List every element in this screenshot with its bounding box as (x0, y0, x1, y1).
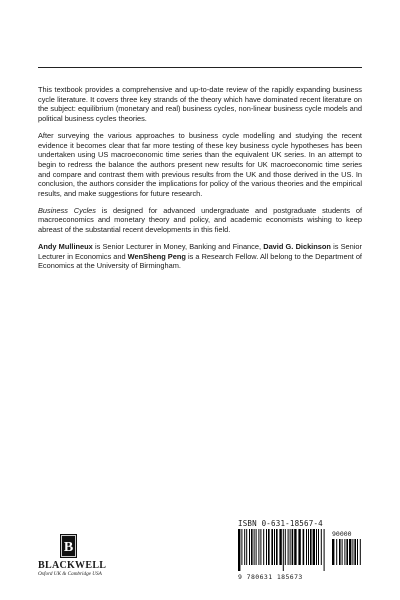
publisher-logo (38, 534, 107, 578)
author-name-3: WenSheng Peng (127, 251, 186, 261)
barcode-bar (344, 539, 345, 565)
monogram-letter: B (63, 540, 73, 555)
barcode-bar (276, 529, 278, 565)
barcode-bar (308, 529, 309, 565)
barcode-bar (352, 539, 353, 565)
barcode-bar (279, 529, 281, 565)
barcode-bar (360, 539, 361, 565)
barcode-bar (290, 529, 291, 565)
barcode-bar (313, 529, 315, 565)
barcode-bar (274, 529, 275, 565)
blurb-paragraph-2: After surveying the various approaches to business cycle modelling and studying the recent evidence it becomes clear that far more testing of these key business cycle hypotheses has been undertaken using US macroeconomic time series than the equivalent UK series. In an attempt to begin to redress the balance the authors present new results for UK macroeconomic time series and compare and contrast them with previous results from the UK and those derived in the US. In conclusion, the authors consider the implications for policy of the various theories and the empirical results, and make suggestions for future research. (38, 130, 362, 199)
barcode-bar (254, 529, 255, 565)
barcode-bar (266, 529, 267, 565)
author-role-3: is a Research Fellow. All belong to the Department of Economics at the University of Birmingham. (38, 251, 362, 271)
barcode-number: 9 780631 185673 (238, 573, 303, 581)
author-role-1: is Senior Lecturer in Money, Banking and Finance, (92, 241, 264, 251)
barcode-bar (288, 529, 289, 565)
barcode-bar (249, 529, 250, 565)
barcode-bar (318, 529, 319, 565)
barcode-bar (292, 529, 294, 565)
barcode-bar (263, 529, 264, 565)
barcode-bar (306, 529, 307, 565)
author-role-2: is Senior Lecturer in Economics and (38, 241, 362, 261)
barcode-bar (349, 539, 351, 565)
isbn-barcode-block (238, 519, 366, 581)
author-name-2: David G. Dickinson (263, 241, 331, 251)
author-bios (38, 242, 362, 271)
barcode-bar (251, 529, 253, 565)
blurb-paragraph-3-text: is designed for advanced undergraduate and postgraduate students of macroeconomics and monetary theory and policy, and academic economists wishing to keep abreast of the substantial recent developments in this field. (38, 205, 362, 235)
top-divider (38, 67, 362, 68)
ean13-barcode (238, 529, 328, 571)
author-name-1: Andy Mullineux (38, 241, 93, 251)
blurb (38, 85, 362, 278)
barcode-bar (256, 529, 257, 565)
barcode-bar (332, 539, 334, 565)
barcode-bar (258, 529, 259, 565)
barcode-bar (238, 529, 240, 571)
publisher-name: BLACKWELL (38, 560, 107, 571)
blurb-paragraph-3 (38, 206, 362, 235)
barcode-bar (321, 529, 322, 565)
barcode-bar (324, 529, 325, 571)
barcode-bar (283, 529, 284, 571)
barcode-bar (354, 539, 356, 565)
barcode-bar (246, 529, 247, 565)
barcode-bar (244, 529, 245, 565)
barcode-bar (310, 529, 312, 565)
blackwell-monogram-icon (60, 534, 77, 558)
barcode-bar (241, 529, 242, 565)
price-code: 90000 (332, 530, 352, 538)
barcode-bar (303, 529, 305, 565)
barcode-bar (336, 539, 337, 565)
barcode-bar (316, 529, 317, 565)
barcode-bar (268, 529, 270, 565)
isbn-label: ISBN 0-631-18567-4 (238, 519, 323, 528)
price-addon-barcode (332, 539, 364, 571)
barcode-bar (342, 539, 343, 565)
barcode-bar (260, 529, 261, 565)
barcode-bar (357, 539, 358, 565)
barcode-bar (294, 529, 296, 565)
publisher-locations: Oxford UK & Cambridge USA (38, 571, 102, 577)
blurb-paragraph-1: This textbook provides a comprehensive and up-to-date review of the rapidly expanding business cycle literature. It covers three key strands of the theory which have dominated recent literature on the subject: equilibrium (monetary and real) business cycles, non-linear business cycle models and political business cycles theories. (38, 85, 362, 124)
barcode-bar (298, 529, 300, 565)
barcode-bar (285, 529, 286, 565)
book-title: Business Cycles (38, 205, 96, 215)
barcode-bar (271, 529, 273, 565)
barcode-bar (339, 539, 341, 565)
barcode-bar (346, 539, 348, 565)
